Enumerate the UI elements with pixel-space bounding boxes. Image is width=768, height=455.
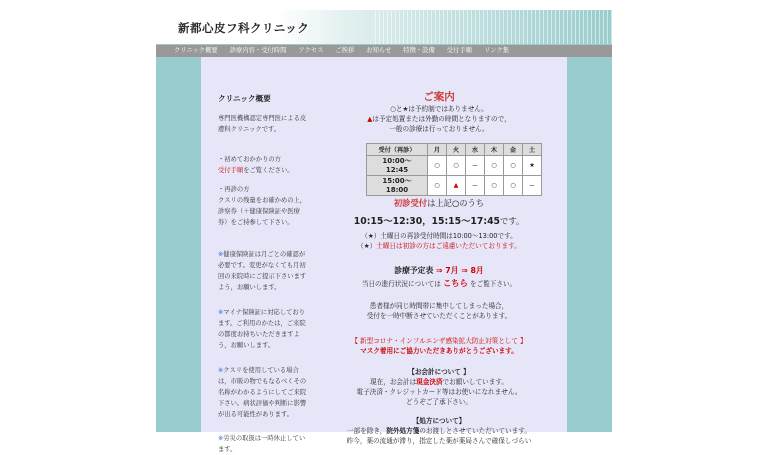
nav-item-access[interactable]: アクセス bbox=[298, 47, 324, 54]
sidebar bbox=[201, 57, 311, 453]
first-visit-tail: をご覧ください。 bbox=[243, 167, 294, 174]
first-reception-times-line bbox=[311, 209, 567, 228]
nav-item-links[interactable]: リンク集 bbox=[483, 47, 509, 54]
payment-line-3: どうぞご了承下さい。 bbox=[406, 398, 472, 406]
crowd-line-2: 受付を一時中断させていただくことがあります。 bbox=[366, 312, 512, 320]
schedule-header-cell: 火 bbox=[447, 144, 466, 156]
arrow-right-icon: ⇒ bbox=[435, 266, 443, 275]
plan-status-line bbox=[311, 278, 567, 289]
notice-line-1: ○と★は予約制ではありません。 bbox=[390, 105, 488, 113]
plan-status-suffix: をご覧下さい。 bbox=[469, 280, 517, 288]
content-area bbox=[201, 57, 567, 453]
plan-status-link[interactable]: こちら bbox=[442, 278, 468, 288]
header-stripes bbox=[372, 10, 612, 44]
notice-line-2 bbox=[311, 114, 567, 124]
site-title[interactable]: 新都心皮フ科クリニック bbox=[178, 21, 310, 35]
note-medicine bbox=[218, 365, 308, 420]
note-mark-icon: ※ bbox=[218, 309, 224, 316]
triangle-icon: ▲ bbox=[367, 115, 373, 123]
covid-line-1: 【 新型コロナ・インフルエンザ感染拡大防止対策として 】 bbox=[351, 337, 527, 345]
prescription-title: 【処方について】 bbox=[412, 417, 466, 425]
schedule-header-row bbox=[367, 144, 542, 156]
schedule-mark-cell: ○ bbox=[485, 176, 504, 196]
payment-cash: 現金決済 bbox=[416, 378, 443, 386]
nav-item-overview[interactable]: クリニック概要 bbox=[174, 47, 218, 54]
first-reception-suffix: は上記○のうち bbox=[427, 198, 485, 208]
notice-line-2-text: は予定処置または外勤の時間となりますので， bbox=[372, 115, 511, 123]
note-myna-text: マイナ保険証に対応しております。ご利用のかたは，ご来院の都度お持ちいただきますよう，お願いします。 bbox=[218, 309, 306, 349]
schedule-mark-cell: ○ bbox=[485, 156, 504, 176]
saturday-note-2-text: 土曜日は初診の方はご遠慮いただいております。 bbox=[376, 242, 521, 250]
schedule-time-cell: 10:00～ 12:45 bbox=[367, 156, 428, 176]
site-header bbox=[156, 10, 612, 44]
saturday-note-2 bbox=[311, 241, 567, 251]
payment-title: 【お会計について 】 bbox=[408, 368, 470, 376]
note-myna bbox=[218, 307, 308, 351]
schedule-header-cell: 金 bbox=[504, 144, 523, 156]
first-reception-label: 初診受付 bbox=[393, 198, 428, 208]
plan-status-prefix: 当日の進行状況については bbox=[361, 280, 441, 288]
schedule-mark-cell: ○ bbox=[428, 156, 447, 176]
nav-item-greeting[interactable]: ご挨拶 bbox=[335, 47, 355, 54]
note-mark-icon: ※ bbox=[218, 251, 224, 258]
arrow-right-icon: ⇒ bbox=[461, 266, 468, 275]
notice-line-3: 一般の診療は行っておりません。 bbox=[389, 125, 489, 133]
nav-item-hours[interactable]: 診療内容・受付時間 bbox=[229, 47, 287, 54]
crowd-line-1: 患者様が同じ時間帯に集中してしまった場合， bbox=[369, 302, 509, 310]
schedule-mark-cell: ○ bbox=[504, 176, 523, 196]
schedule-mark-cell: ○ bbox=[504, 156, 523, 176]
note-insurance bbox=[218, 249, 308, 293]
schedule-time-cell: 15:00～ 18:00 bbox=[367, 176, 428, 196]
first-reception-line bbox=[311, 197, 567, 209]
revisit-body: クスリの残量をお確かめの上，診察券（＋健康保険証や医療券）をご持参して下さい。 bbox=[218, 197, 307, 226]
schedule-mark-cell: ○ bbox=[428, 176, 447, 196]
nav-item-procedure[interactable]: 受付手順 bbox=[446, 47, 472, 54]
plan-line bbox=[311, 265, 567, 276]
payment-prefix: 現在，お会計は bbox=[370, 378, 417, 386]
nav-bar bbox=[156, 45, 612, 57]
schedule-header-cell: 土 bbox=[523, 144, 542, 156]
note-labor bbox=[218, 433, 308, 455]
notice-title: ご案内 bbox=[423, 91, 455, 103]
schedule-mark-cell: ★ bbox=[523, 156, 542, 176]
first-visit-text bbox=[218, 154, 308, 176]
schedule-header-cell: 受付（再診） bbox=[367, 144, 428, 156]
nav-item-news[interactable]: お知らせ bbox=[366, 47, 392, 54]
sidebar-intro: 専門医機構認定専門医による皮膚科クリニックです。 bbox=[218, 115, 307, 133]
payment-line-1 bbox=[311, 377, 567, 387]
schedule-header-cell: 木 bbox=[485, 144, 504, 156]
prescription-bold: 院外処方箋 bbox=[386, 427, 420, 435]
schedule-row-morning bbox=[367, 156, 542, 176]
prescription-line-1 bbox=[311, 426, 567, 436]
note-insurance-text: 健康保険証は月ごとの確認が必要です。変更がなくても月初回の来院時にご提示下さいますよう，お願いします。 bbox=[218, 251, 307, 291]
main-content bbox=[311, 57, 567, 445]
note-medicine-text: クスリを使用している場合は，市販の物でもなるべくその名称がわかるようにしてご来院下さい。病状評価や判断に影響が出る可能性があります。 bbox=[218, 367, 307, 418]
nav-item-features[interactable]: 特徴・設備 bbox=[403, 47, 435, 54]
schedule-mark-cell: ▲ bbox=[447, 176, 466, 196]
note-mark-icon: ※ bbox=[218, 435, 224, 442]
schedule-header-cell: 月 bbox=[428, 144, 447, 156]
prescription-line-2: 昨今，薬の流通が滞り，指定した薬が薬局さんで確保しづらい bbox=[346, 437, 532, 445]
schedule-mark-cell: ー bbox=[466, 176, 485, 196]
saturday-note-1: （★）土曜日の再診受付時間は10:00～13:00です。 bbox=[361, 232, 517, 240]
payment-suffix: でお願いしています。 bbox=[442, 378, 508, 386]
first-reception-end: です。 bbox=[500, 216, 525, 226]
prescription-suffix: のお渡しとさせていただいています。 bbox=[419, 427, 531, 435]
page bbox=[156, 10, 612, 453]
plan-label: 診療予定表 bbox=[394, 266, 434, 275]
plan-month-august-link[interactable]: 8月 bbox=[470, 266, 484, 275]
schedule-mark-cell: ○ bbox=[447, 156, 466, 176]
sidebar-title: クリニック概要 bbox=[218, 94, 271, 103]
schedule-mark-cell: ー bbox=[523, 176, 542, 196]
prescription-prefix: 一部を除き， bbox=[347, 427, 387, 435]
note-labor-text: 労災の取扱は一時休止しています。 bbox=[218, 435, 306, 453]
revisit-head: ・再診の方 bbox=[218, 186, 250, 193]
first-reception-times: 10:15～12:30，15:15～17:45 bbox=[353, 216, 501, 227]
plan-month-july-link[interactable]: 7月 bbox=[445, 266, 459, 275]
revisit-text bbox=[218, 184, 308, 228]
note-mark-icon: ※ bbox=[218, 367, 224, 374]
procedure-link[interactable]: 受付手順 bbox=[218, 167, 244, 174]
schedule-header-cell: 水 bbox=[466, 144, 485, 156]
saturday-note-2-prefix: （★） bbox=[357, 242, 377, 250]
covid-line-2: マスク着用にご協力いただきありがとうございます。 bbox=[360, 347, 518, 355]
first-visit-head: ・初めておかかりの方 bbox=[218, 156, 281, 163]
schedule-table bbox=[366, 143, 542, 196]
payment-line-2: 電子決済・クレジットカード等はお使いになれません。 bbox=[356, 388, 522, 396]
schedule-row-afternoon bbox=[367, 176, 542, 196]
schedule-mark-cell: ー bbox=[466, 156, 485, 176]
